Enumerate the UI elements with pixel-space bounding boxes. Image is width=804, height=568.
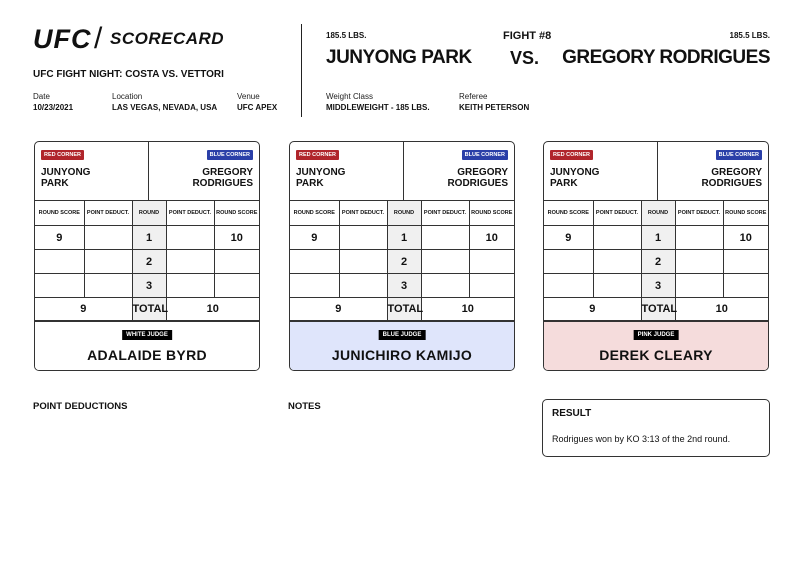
red-round-score: 9 bbox=[35, 226, 84, 250]
red-point-deduct bbox=[339, 226, 387, 250]
round-row bbox=[544, 226, 768, 250]
round-score-header: ROUND SCORE bbox=[469, 201, 514, 226]
blue-first-name: GREGORY bbox=[202, 167, 253, 178]
red-corner-name bbox=[550, 167, 599, 189]
judge-scorecard bbox=[543, 141, 769, 371]
red-fighter-name: JUNYONG PARK bbox=[326, 47, 472, 68]
blue-fighter-name: GREGORY RODRIGUES bbox=[562, 47, 770, 68]
blue-point-deduct bbox=[421, 250, 469, 274]
blue-last-name: RODRIGUES bbox=[701, 178, 762, 189]
scorecard-title: SCORECARD bbox=[110, 29, 225, 48]
round-score-header: ROUND SCORE bbox=[290, 201, 339, 226]
round-number: 2 bbox=[641, 250, 675, 274]
round-row bbox=[35, 250, 259, 274]
result-box bbox=[542, 399, 770, 457]
point-deduct-header: POINT DEDUCT. bbox=[421, 201, 469, 226]
notes-heading: NOTES bbox=[288, 401, 321, 412]
blue-last-name: RODRIGUES bbox=[447, 178, 508, 189]
blue-first-name: GREGORY bbox=[711, 167, 762, 178]
blue-weight: 185.5 LBS. bbox=[729, 31, 770, 40]
point-deductions-heading: POINT DEDUCTIONS bbox=[33, 401, 128, 412]
blue-total: 10 bbox=[675, 298, 768, 321]
location-value: LAS VEGAS, NEVADA, USA bbox=[112, 103, 218, 112]
blue-round-score: 10 bbox=[723, 226, 768, 250]
score-header-row bbox=[290, 201, 514, 226]
total-row bbox=[544, 298, 768, 321]
red-corner-tag: RED CORNER bbox=[41, 150, 84, 160]
red-point-deduct bbox=[593, 274, 641, 298]
blue-round-score bbox=[469, 250, 514, 274]
red-point-deduct bbox=[593, 226, 641, 250]
judge-tag: BLUE JUDGE bbox=[379, 330, 426, 340]
round-number: 1 bbox=[387, 226, 421, 250]
round-score-header: ROUND SCORE bbox=[544, 201, 593, 226]
blue-round-score: 10 bbox=[469, 226, 514, 250]
point-deduct-header: POINT DEDUCT. bbox=[593, 201, 641, 226]
blue-point-deduct bbox=[166, 274, 214, 298]
point-deduct-header: POINT DEDUCT. bbox=[166, 201, 214, 226]
blue-total: 10 bbox=[421, 298, 514, 321]
red-last-name: PARK bbox=[296, 178, 324, 189]
round-score-header: ROUND SCORE bbox=[35, 201, 84, 226]
score-header-row bbox=[544, 201, 768, 226]
blue-point-deduct bbox=[166, 250, 214, 274]
card-header bbox=[544, 142, 768, 200]
judge-scorecard bbox=[34, 141, 260, 371]
score-header-row bbox=[35, 201, 259, 226]
venue-value: UFC APEX bbox=[237, 103, 278, 112]
judge-tag: PINK JUDGE bbox=[634, 330, 679, 340]
corner-divider bbox=[657, 142, 658, 200]
card-header bbox=[35, 142, 259, 200]
logo-divider: / bbox=[94, 22, 103, 55]
score-table bbox=[290, 200, 514, 321]
red-total: 9 bbox=[544, 298, 641, 321]
red-corner-tag: RED CORNER bbox=[296, 150, 339, 160]
red-round-score bbox=[35, 250, 84, 274]
blue-point-deduct bbox=[675, 250, 723, 274]
total-label: TOTAL bbox=[387, 298, 421, 321]
round-number: 1 bbox=[132, 226, 166, 250]
red-corner-name bbox=[41, 167, 90, 189]
blue-point-deduct bbox=[421, 274, 469, 298]
round-row bbox=[290, 274, 514, 298]
blue-corner-name bbox=[701, 167, 762, 189]
blue-last-name: RODRIGUES bbox=[192, 178, 253, 189]
corner-divider bbox=[148, 142, 149, 200]
round-row bbox=[35, 226, 259, 250]
result-title: RESULT bbox=[552, 408, 592, 419]
round-header: ROUND bbox=[641, 201, 675, 226]
red-round-score bbox=[544, 250, 593, 274]
blue-corner-tag: BLUE CORNER bbox=[207, 150, 253, 160]
blue-round-score bbox=[723, 274, 768, 298]
red-round-score: 9 bbox=[290, 226, 339, 250]
red-point-deduct bbox=[84, 274, 132, 298]
venue-label: Venue bbox=[237, 92, 260, 101]
judge-panel bbox=[35, 321, 259, 371]
red-last-name: PARK bbox=[550, 178, 578, 189]
round-header: ROUND bbox=[387, 201, 421, 226]
card-header bbox=[290, 142, 514, 200]
round-number: 1 bbox=[641, 226, 675, 250]
point-deduct-header: POINT DEDUCT. bbox=[339, 201, 387, 226]
red-round-score bbox=[290, 250, 339, 274]
judge-name: ADALAIDE BYRD bbox=[87, 347, 207, 363]
red-total: 9 bbox=[290, 298, 387, 321]
round-row bbox=[290, 250, 514, 274]
red-last-name: PARK bbox=[41, 178, 69, 189]
round-row bbox=[35, 274, 259, 298]
round-number: 3 bbox=[387, 274, 421, 298]
judge-tag: WHITE JUDGE bbox=[122, 330, 172, 340]
total-label: TOTAL bbox=[641, 298, 675, 321]
red-first-name: JUNYONG bbox=[550, 167, 600, 178]
result-text: Rodrigues won by KO 3:13 of the 2nd round. bbox=[552, 434, 731, 444]
red-round-score bbox=[35, 274, 84, 298]
red-round-score bbox=[290, 274, 339, 298]
round-header: ROUND bbox=[132, 201, 166, 226]
total-row bbox=[35, 298, 259, 321]
red-round-score: 9 bbox=[544, 226, 593, 250]
weight-class-value: MIDDLEWEIGHT - 185 LBS. bbox=[326, 103, 430, 112]
blue-point-deduct bbox=[166, 226, 214, 250]
round-row bbox=[290, 226, 514, 250]
blue-point-deduct bbox=[675, 274, 723, 298]
total-label: TOTAL bbox=[132, 298, 166, 321]
red-weight: 185.5 LBS. bbox=[326, 31, 367, 40]
point-deduct-header: POINT DEDUCT. bbox=[84, 201, 132, 226]
red-point-deduct bbox=[339, 274, 387, 298]
red-point-deduct bbox=[593, 250, 641, 274]
blue-corner-tag: BLUE CORNER bbox=[462, 150, 508, 160]
blue-point-deduct bbox=[421, 226, 469, 250]
red-corner-name bbox=[296, 167, 345, 189]
red-point-deduct bbox=[339, 250, 387, 274]
blue-corner-name bbox=[447, 167, 508, 189]
corner-divider bbox=[403, 142, 404, 200]
referee-value: KEITH PETERSON bbox=[459, 103, 530, 112]
blue-round-score bbox=[214, 250, 259, 274]
judge-scorecard bbox=[289, 141, 515, 371]
fight-number: FIGHT #8 bbox=[503, 30, 552, 42]
red-round-score bbox=[544, 274, 593, 298]
blue-round-score: 10 bbox=[214, 226, 259, 250]
judge-panel bbox=[290, 321, 514, 371]
red-point-deduct bbox=[84, 226, 132, 250]
round-number: 3 bbox=[132, 274, 166, 298]
red-point-deduct bbox=[84, 250, 132, 274]
judge-name: DEREK CLEARY bbox=[599, 347, 713, 363]
weight-class-label: Weight Class bbox=[326, 92, 373, 101]
round-number: 2 bbox=[387, 250, 421, 274]
blue-round-score bbox=[214, 274, 259, 298]
date-label: Date bbox=[33, 92, 50, 101]
event-name: UFC FIGHT NIGHT: COSTA VS. VETTORI bbox=[33, 69, 224, 80]
red-total: 9 bbox=[35, 298, 132, 321]
round-number: 3 bbox=[641, 274, 675, 298]
round-number: 2 bbox=[132, 250, 166, 274]
ufc-logo: UFC bbox=[33, 24, 92, 54]
blue-total: 10 bbox=[166, 298, 259, 321]
vs-label: VS. bbox=[510, 48, 540, 68]
red-first-name: JUNYONG bbox=[41, 167, 91, 178]
round-score-header: ROUND SCORE bbox=[214, 201, 259, 226]
judge-panel bbox=[544, 321, 768, 371]
round-score-header: ROUND SCORE bbox=[723, 201, 768, 226]
red-first-name: JUNYONG bbox=[296, 167, 346, 178]
score-table bbox=[35, 200, 259, 321]
round-row bbox=[544, 250, 768, 274]
red-corner-tag: RED CORNER bbox=[550, 150, 593, 160]
location-label: Location bbox=[112, 92, 143, 101]
blue-corner-name bbox=[192, 167, 253, 189]
referee-label: Referee bbox=[459, 92, 488, 101]
date-value: 10/23/2021 bbox=[33, 103, 74, 112]
blue-first-name: GREGORY bbox=[457, 167, 508, 178]
score-table bbox=[544, 200, 768, 321]
blue-point-deduct bbox=[675, 226, 723, 250]
total-row bbox=[290, 298, 514, 321]
blue-corner-tag: BLUE CORNER bbox=[716, 150, 762, 160]
header-divider bbox=[301, 24, 302, 117]
point-deduct-header: POINT DEDUCT. bbox=[675, 201, 723, 226]
blue-round-score bbox=[723, 250, 768, 274]
round-row bbox=[544, 274, 768, 298]
blue-round-score bbox=[469, 274, 514, 298]
judge-name: JUNICHIRO KAMIJO bbox=[331, 347, 473, 363]
